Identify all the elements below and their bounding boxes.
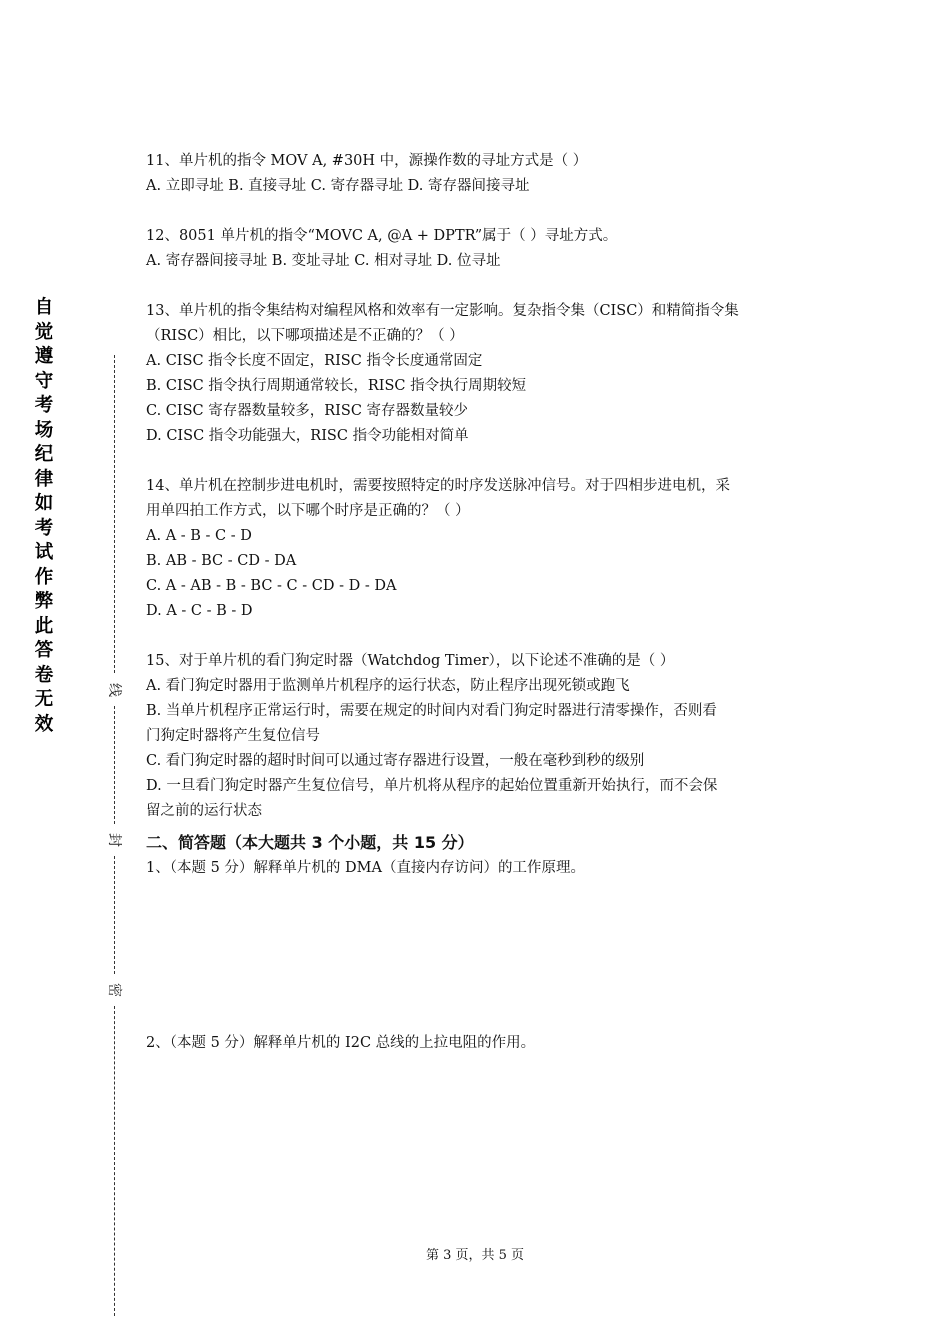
notice-char: 此 xyxy=(34,615,54,637)
question-stem: 15、对于单片机的看门狗定时器（Watchdog Timer），以下论述不准确的是（ ） xyxy=(146,653,675,669)
question-stem: 14、单片机在控制步进电机时，需要按照特定的时序发送脉冲信号。对于四相步进电机，采 xyxy=(146,478,730,494)
short-answer-question-2: 2、（本题 5 分）解释单片机的 I2C 总线的上拉电阻的作用。 xyxy=(146,1035,536,1051)
option-c: C. A - AB - B - BC - C - CD - D - DA xyxy=(146,578,397,594)
notice-char: 弊 xyxy=(34,591,54,612)
binding-dashed-line xyxy=(114,1006,115,1316)
binding-seal-label: 封 xyxy=(106,833,122,847)
option-b: B. CISC 指令执行周期通常较长，RISC 指令执行周期较短 xyxy=(146,378,527,394)
option-a: A. 看门狗定时器用于监测单片机程序的运行状态，防止程序出现死锁或跑飞 xyxy=(146,678,630,694)
section-heading: 二、简答题（本大题共 3 个小题，共 15 分） xyxy=(146,833,474,852)
option-b: B. AB - BC - CD - DA xyxy=(146,553,297,569)
question-stem: 12、8051 单片机的指令“MOVC A, @A + DPTR”属于（ ）寻址方式。 xyxy=(146,228,618,244)
notice-char: 答 xyxy=(34,640,54,661)
option-d: D. 一旦看门狗定时器产生复位信号，单片机将从程序的起始位置重新开始执行，而不会保 xyxy=(146,778,718,794)
option-b: B. 当单片机程序正常运行时，需要在规定的时间内对看门狗定时器进行清零操作，否则看 xyxy=(146,703,717,719)
binding-line-label: 线 xyxy=(106,683,122,697)
option-d: D. CISC 指令功能强大，RISC 指令功能相对简单 xyxy=(146,428,469,444)
exam-integrity-notice xyxy=(31,296,57,737)
question-14 xyxy=(146,474,814,624)
exam-content xyxy=(146,149,814,1056)
option-c: C. CISC 寄存器数量较多，RISC 寄存器数量较少 xyxy=(146,403,469,419)
question-stem: （RISC）相比，以下哪项描述是不正确的？（ ） xyxy=(146,328,464,344)
question-options: A. 寄存器间接寻址 B. 变址寻址 C. 相对寻址 D. 位寻址 xyxy=(146,253,501,269)
notice-char: 试 xyxy=(34,542,54,563)
notice-char: 卷 xyxy=(34,664,54,686)
binding-secret-label: 密 xyxy=(106,983,122,997)
question-stem: 用单四拍工作方式，以下哪个时序是正确的？（ ） xyxy=(146,503,470,519)
notice-char: 觉 xyxy=(34,321,54,343)
page-number: 第 3 页，共 5 页 xyxy=(425,1248,525,1263)
binding-dashed-line xyxy=(114,706,115,824)
option-d: D. A - C - B - D xyxy=(146,603,253,619)
notice-char: 律 xyxy=(34,468,54,490)
binding-dashed-line xyxy=(114,355,115,673)
option-b-cont: 门狗定时器将产生复位信号 xyxy=(146,728,320,744)
answer-space xyxy=(146,881,814,1031)
notice-char: 无 xyxy=(34,689,54,710)
notice-char: 守 xyxy=(34,370,54,392)
option-a: A. CISC 指令长度不固定，RISC 指令长度通常固定 xyxy=(146,353,483,369)
question-stem: 11、单片机的指令 MOV A, #30H 中，源操作数的寻址方式是（ ） xyxy=(146,153,588,169)
binding-dashed-line xyxy=(114,856,115,974)
question-13 xyxy=(146,299,814,449)
option-a: A. A - B - C - D xyxy=(146,528,252,544)
notice-char: 作 xyxy=(34,566,54,588)
option-c: C. 看门狗定时器的超时时间可以通过寄存器进行设置，一般在毫秒到秒的级别 xyxy=(146,753,645,769)
notice-char: 纪 xyxy=(34,444,54,465)
question-15 xyxy=(146,649,814,824)
notice-char: 遵 xyxy=(34,346,54,367)
question-12 xyxy=(146,224,814,274)
notice-char: 考 xyxy=(34,517,54,539)
question-stem: 13、单片机的指令集结构对编程风格和效率有一定影响。复杂指令集（CISC）和精简指令集 xyxy=(146,303,739,319)
question-options: A. 立即寻址 B. 直接寻址 C. 寄存器寻址 D. 寄存器间接寻址 xyxy=(146,178,530,194)
short-answer-question-1: 1、（本题 5 分）解释单片机的 DMA（直接内存访问）的工作原理。 xyxy=(146,860,585,876)
question-11 xyxy=(146,149,814,199)
notice-char: 考 xyxy=(34,395,54,416)
notice-char: 场 xyxy=(34,419,54,441)
notice-char: 效 xyxy=(34,713,54,735)
option-d-cont: 留之前的运行状态 xyxy=(146,803,262,819)
notice-char: 自 xyxy=(34,297,54,318)
notice-char: 如 xyxy=(34,493,54,514)
